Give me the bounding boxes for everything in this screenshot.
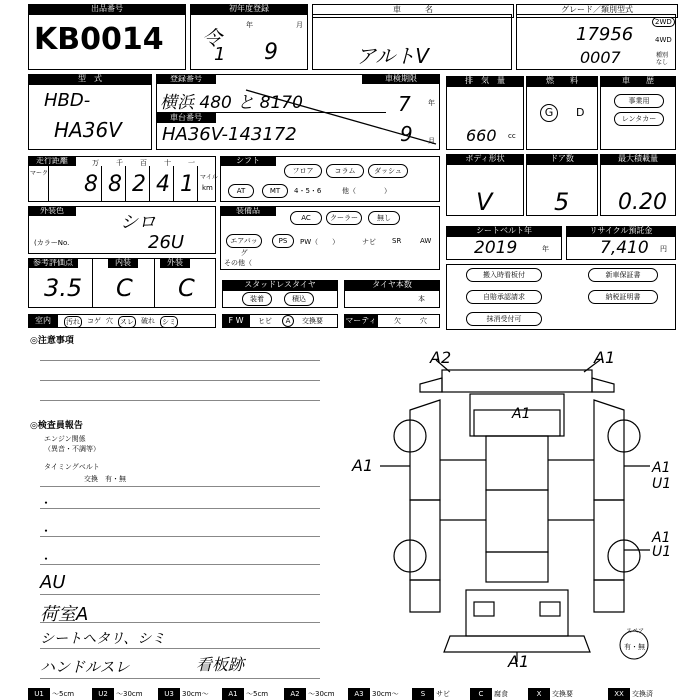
studless-loaded: 積込 [284, 292, 314, 306]
score-label: 参考評価点 [28, 258, 78, 268]
legend-text: 腐食 [494, 690, 508, 698]
legend-text: ～30cm [116, 690, 143, 698]
studless-equipped: 装着 [242, 292, 272, 306]
rear-window [486, 552, 548, 582]
inspector-title: ◎検査員報告 [30, 421, 83, 431]
legend-key: U1 [28, 688, 50, 700]
legend-text: ～30cm [308, 690, 335, 698]
right-mirror [592, 378, 614, 392]
damage-mark: U1 [652, 476, 672, 492]
tailgate [466, 590, 568, 636]
exterior-grade: C [178, 274, 195, 302]
interior-item: スレ [120, 318, 134, 326]
exterior-grade-label: 外装 [160, 258, 190, 268]
tire-label: タイヤ本数 [344, 280, 440, 290]
capacity-label: 最大積載量 [600, 154, 676, 164]
legend-text: ～5cm [52, 690, 75, 698]
recycle-unit: 円 [660, 245, 667, 253]
grade-value-2: 0007 [580, 48, 621, 67]
legend-key: A2 [284, 688, 306, 700]
displacement-label: 排 気 量 [446, 76, 524, 86]
shift-box [220, 156, 440, 202]
cc-unit: cc [508, 132, 516, 140]
mileage-label: 走行距離 [28, 156, 76, 166]
note-cargo: 荷室A [40, 604, 89, 625]
grade-label: グレード／類別型式 [516, 4, 678, 18]
front-roof [486, 436, 548, 490]
fw-label: F W [222, 314, 250, 328]
lot-number: KB0014 [34, 22, 164, 57]
tire-unit: 本 [418, 295, 425, 303]
doors-value: 5 [554, 188, 570, 216]
equip-cooler: クーラー [326, 211, 362, 225]
shift-column: コラム [326, 164, 364, 178]
equip-label: 装備品 [220, 206, 276, 216]
interior-item: コゲ [87, 317, 101, 325]
muffler-hole: 穴 [420, 317, 427, 325]
first-reg-label: 初年度登録 [190, 4, 308, 14]
body-label: ボディ形状 [446, 154, 524, 164]
displacement-value: 660 [466, 126, 497, 145]
tire-box [344, 290, 440, 308]
rear-roof [486, 490, 548, 552]
roof-panel [442, 370, 592, 392]
inspection-month: 9 [400, 122, 413, 146]
legend-key: A3 [348, 688, 370, 700]
left-doors [410, 500, 440, 580]
damage-mark: A1 [594, 348, 616, 367]
timing-change: 交換 有・無 [84, 475, 126, 483]
studless-box [222, 290, 338, 308]
color-value: シロ [120, 212, 156, 233]
legend-key: X [528, 688, 550, 700]
mileage-unit: 百 [140, 159, 147, 167]
chassis-label: 車台番号 [156, 113, 216, 123]
mileage-digit: 1 [180, 172, 194, 197]
mileage-mile: マイル [200, 174, 218, 181]
mileage-unit: 一 [188, 159, 195, 167]
recycle-value: 7,410 [600, 238, 649, 258]
fuel-label: 燃 料 [526, 76, 598, 86]
erase-reg: 抹消受付可 [466, 312, 542, 326]
inspection-year-unit: 年 [428, 99, 435, 107]
engine-label: エンジン関係 [44, 435, 86, 443]
body-value: V [476, 188, 493, 216]
rear-lamp-right [540, 602, 560, 616]
equip-none: 無し [368, 211, 400, 225]
mileage-digit-cell [150, 159, 174, 202]
left-mirror [420, 378, 442, 392]
left-rear [410, 580, 440, 612]
legend-key: A1 [222, 688, 244, 700]
shift-label: シフト [220, 156, 276, 166]
interior-grade: C [116, 274, 133, 302]
legend-text: 交換済 [632, 690, 653, 698]
equip-other: その他（ [224, 259, 252, 267]
interior-cond-label: 室内 [28, 314, 58, 328]
equip-aw: AW [420, 237, 432, 245]
equip-ac-circled: AC [290, 211, 322, 225]
legend-key: U2 [92, 688, 114, 700]
engine-sub: （異音・不調等） [44, 445, 100, 453]
carry-board: 搬入時看板付 [466, 268, 542, 282]
shift-other: 他（ ） [342, 187, 391, 195]
color-no-label: (カラーNo. [34, 239, 70, 247]
right-front-fender [594, 400, 624, 500]
drive-4wd: 4WD [655, 36, 672, 44]
mileage-unit: 万 [92, 159, 99, 167]
doors-label: ドア数 [526, 154, 598, 164]
legend-text: 30cm～ [182, 690, 209, 698]
interior-item: 汚れ [66, 318, 80, 326]
mileage-mark: マーク [30, 170, 49, 177]
studless-label: スタッドレスタイヤ [222, 280, 338, 290]
rear-bumper [444, 636, 590, 652]
fuel-d: D [576, 106, 585, 119]
damage-mark: A1 [652, 460, 671, 476]
equip-pw: PW（ ） [300, 238, 340, 246]
timing-label: タイミングベルト [44, 463, 100, 471]
shift-dash-circled: ダッシュ [368, 164, 408, 178]
interior-item: 穴 [106, 317, 113, 325]
shift-gears: 4・5・6 [294, 187, 322, 195]
fuel-g-circled: G [540, 104, 558, 122]
damage-mark: A1 [512, 406, 531, 422]
interior-cond-items [64, 316, 178, 328]
note-board: 看板跡 [196, 655, 245, 674]
score-value: 3.5 [44, 274, 83, 302]
damage-mark: A2 [430, 348, 452, 367]
inspection-strike [240, 84, 440, 150]
first-reg-month: 9 [264, 40, 278, 65]
mileage-unit: 十 [164, 159, 171, 167]
interior-grade-label: 内装 [108, 258, 138, 268]
color-no: 26U [148, 232, 185, 253]
damage-mark: A1 [352, 456, 374, 475]
self-reg: 自賠承認請求 [466, 290, 542, 304]
damage-mark: A1 [508, 652, 530, 671]
legend-key: XX [608, 688, 630, 700]
seatbelt-label: シートベルト年 [446, 226, 562, 236]
muffler-label: マーティス [345, 316, 377, 339]
equip-navi: ナビ [362, 238, 376, 246]
note-au: AU [40, 572, 66, 593]
shift-at-circled: AT [228, 184, 254, 198]
shift-floor: フロア [284, 164, 322, 178]
legend-text: 30cm～ [372, 690, 399, 698]
chassis-value: HA36V-143172 [162, 124, 297, 145]
interior-item: 破れ [141, 317, 155, 325]
right-rear [594, 580, 624, 612]
left-front-fender [410, 400, 440, 500]
legend-key: U3 [158, 688, 180, 700]
lot-no-label: 出品番号 [28, 4, 186, 14]
inspection-month-unit: 月 [428, 137, 435, 145]
spare-value: 有・無 [624, 643, 645, 651]
grade-value-1: 17956 [576, 24, 634, 45]
fw-crack: ヒビ [258, 317, 272, 325]
shift-mt: MT [262, 184, 288, 198]
equip-ps-circled: PS [272, 234, 294, 248]
equip-airbag-circled: エアバッグ [226, 234, 262, 248]
fuel-box [526, 86, 598, 150]
mileage-digit: 2 [132, 172, 146, 197]
mileage-km: km [202, 184, 213, 192]
interior-item: シミ [162, 318, 176, 326]
equip-sr: SR [392, 237, 402, 245]
capacity-value: 0.20 [618, 190, 667, 215]
mileage-unit: 千 [116, 159, 123, 167]
damage-mark: U1 [652, 544, 672, 560]
seatbelt-value: 2019 [474, 238, 518, 258]
tax-cert: 納税証明書 [588, 290, 658, 304]
drive-2wd-circled: 2WD [652, 17, 675, 27]
legend-key: C [470, 688, 492, 700]
mileage-digit-cell [102, 159, 126, 202]
note-seat: シートヘタリ、シミ [40, 631, 166, 647]
month-unit: 月 [296, 21, 303, 29]
rear-lamp-left [474, 602, 494, 616]
legend-text: サビ [436, 690, 450, 698]
legend-text: 交換要 [552, 690, 573, 698]
mileage-digit-cell [174, 159, 198, 202]
reg-value: 横浜 480 と 8170 [160, 93, 303, 113]
muffler-missing: 欠 [394, 317, 401, 325]
bullet: ・ [40, 524, 53, 538]
bullet: ・ [40, 552, 53, 566]
type-code: HA36V [54, 118, 122, 142]
color-label: 外装色 [28, 206, 76, 216]
fw-replace: 交換要 [302, 317, 323, 325]
inspection-label: 車検期限 [362, 74, 440, 84]
fw-a-circled: A [282, 315, 294, 327]
model-name: アルトV [356, 44, 429, 68]
caution-title: ◎注意事項 [30, 336, 74, 346]
history-rental: レンタカー [614, 112, 664, 126]
warranty-circled: 新車保証書 [588, 268, 658, 282]
mileage-digit-cell [126, 159, 150, 202]
year-unit: 年 [246, 21, 253, 29]
first-reg-year: 1 [214, 44, 226, 65]
right-doors [594, 500, 624, 580]
seatbelt-unit: 年 [542, 245, 549, 253]
mileage-digit: 8 [108, 172, 122, 197]
history-label: 車 歴 [600, 76, 676, 86]
spare-label: スペア [626, 628, 645, 635]
model-name-label: 車 名 [312, 4, 514, 18]
type-prefix: HBD- [44, 90, 91, 111]
inspection-year: 7 [398, 92, 411, 116]
recycle-label: リサイクル預託金 [566, 226, 676, 236]
history-business: 事業用 [614, 94, 664, 108]
legend-text: ～5cm [246, 690, 269, 698]
mileage-digits [78, 159, 198, 202]
mileage-digit: 4 [156, 172, 170, 197]
reg-label: 登録番号 [156, 74, 216, 84]
damage-mark: A1 [652, 530, 671, 546]
note-handle: ハンドルスレ [40, 658, 130, 676]
legend-key: S [412, 688, 434, 700]
bullet: ・ [40, 496, 53, 510]
era: 令 [202, 26, 222, 50]
mileage-digit: 8 [84, 172, 98, 197]
type-label: 型 式 [28, 74, 152, 84]
mileage-digit-cell [78, 159, 102, 202]
drive-other: 種別 なし [656, 52, 669, 66]
